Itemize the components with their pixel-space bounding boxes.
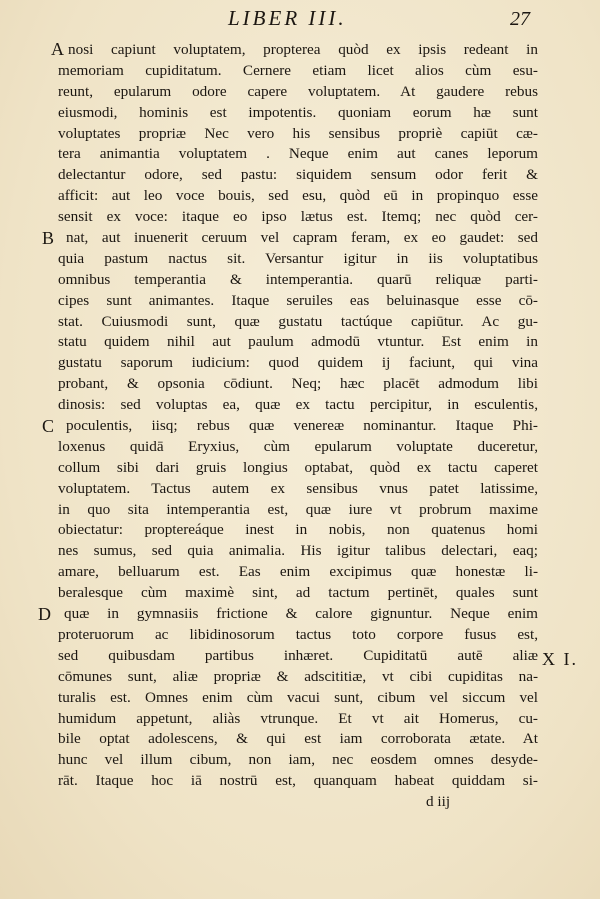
text-line: memoriam cupiditatum. Cernere etiam licet alios cùm esu-	[58, 61, 538, 79]
text-line: amare, belluarum est. Eas enim excipimus quæ honestæ li-	[58, 563, 538, 581]
signature-mark: d iij	[426, 793, 451, 811]
text-line: gustatu saporum iudicium: quod quidem ij faciunt, qui vina	[58, 354, 538, 372]
text-line: omnibus temperantia & intemperantia. quarū reliquæ parti-	[58, 270, 538, 288]
text-line: voluptatem. Tactus autem ex sensibus vnus patet latissime,	[58, 479, 538, 497]
text-line: in quo sita intemperantia est, quæ iure vt probrum maxime	[58, 500, 538, 518]
text-line: collum sibi dari gruis longius optabat, quòd ex tactu caperet	[58, 458, 538, 476]
text-line: nosi capiunt voluptatem, propterea quòd ex ipsis redeant in	[68, 41, 538, 58]
text-line: beralesque cùm maximè sint, ad tactum pertinēt, quales sunt	[58, 584, 538, 602]
text-line: quæ in gymnasiis frictione & calore gignuntur. Neque enim	[64, 605, 538, 623]
running-head: LIBER III.	[228, 6, 347, 30]
text-line: loxenus quidā Eryxius, cùm epularum voluptate duceretur,	[58, 437, 538, 455]
text-line: reunt, epularum odore capere voluptatem. At gaudere rebus	[58, 82, 538, 100]
text-line: stat. Cuiusmodi sunt, quæ gustatu tactúque capiūtur. Ac gu-	[58, 312, 538, 330]
body-text	[58, 40, 538, 813]
text-line: eiusmodi, hominis est impotentis. quoniam eorum hæ sunt	[58, 103, 538, 121]
text-line: proteruorum ac libidinosorum tactus toto corpore fusus est,	[58, 625, 538, 643]
text-line: cipes sunt animantes. Itaque seruiles eas beluinasque esse cō-	[58, 291, 538, 309]
text-line: dinosis: sed voluptas ea, quæ ex tactu percipitur, in esculentis,	[58, 396, 538, 414]
side-note: X I.	[542, 649, 578, 669]
text-line: humidum appetunt, aliàs vtrunque. Et vt ait Homerus, cu-	[58, 709, 538, 727]
page-header	[0, 6, 600, 34]
margin-marker-c: C	[42, 416, 55, 436]
text-line: rāt. Itaque hoc iā nostrū est, quanquam habeat quiddam si-	[58, 772, 538, 790]
text-line: afficit: aut leo voce bouis, sed esu, quòd eū in propinquo esse	[58, 187, 538, 205]
text-line: poculentis, iisq; rebus quæ venereæ nominantur. Itaque Phi-	[66, 417, 538, 435]
text-line: turalis est. Omnes enim cùm vacui sunt, cibum vel siccum vel	[58, 688, 538, 706]
text-line: obiectatur: proptereáque inest in nobis, non quatenus homi	[58, 521, 538, 539]
text-line: sed quibusdam partibus inhæret. Cupiditatū autē aliæ	[58, 646, 538, 664]
margin-marker-d: D	[38, 604, 51, 624]
margin-marker-b: B	[42, 228, 55, 248]
text-line: voluptates propriæ Nec vero his sensibus propriè capiūt cæ-	[58, 124, 538, 142]
margin-marker-a: A	[51, 39, 64, 59]
text-line: tera animantia voluptatem . Neque enim aut canes leporum	[58, 145, 538, 163]
text-line: hunc vel illum cibum, non iam, nec eosdem omnes desyde-	[58, 751, 538, 769]
text-line: cōmunes sunt, aliæ propriæ & adscititiæ, vt cibi cupiditas na-	[58, 667, 538, 685]
text-line: quia pastum nactus sit. Versantur igitur in iis voluptatibus	[58, 249, 538, 267]
page-number: 27	[510, 8, 530, 30]
text-line: sensit ex voce: itaque eo ipso lætus est. Itemq; nec quòd cer-	[58, 208, 538, 226]
text-line: statu quidem nihil aut paulum admodū vtuntur. Est enim in	[58, 333, 538, 351]
text-line: bile optat adolescens, & qui est iam corroborata ætate. At	[58, 730, 538, 748]
text-line: nat, aut inuenerit ceruum vel capram feram, ex eo gaudet: sed	[66, 229, 538, 247]
text-line: nes sumus, sed quia animalia. His igitur talibus delectari, eaq;	[58, 542, 538, 560]
text-line: probant, & opsonia cōdiunt. Neq; hæc placēt admodum libi	[58, 375, 538, 393]
text-line: delectantur odore, sed pastu: siquidem sensum odor ferit &	[58, 166, 538, 184]
